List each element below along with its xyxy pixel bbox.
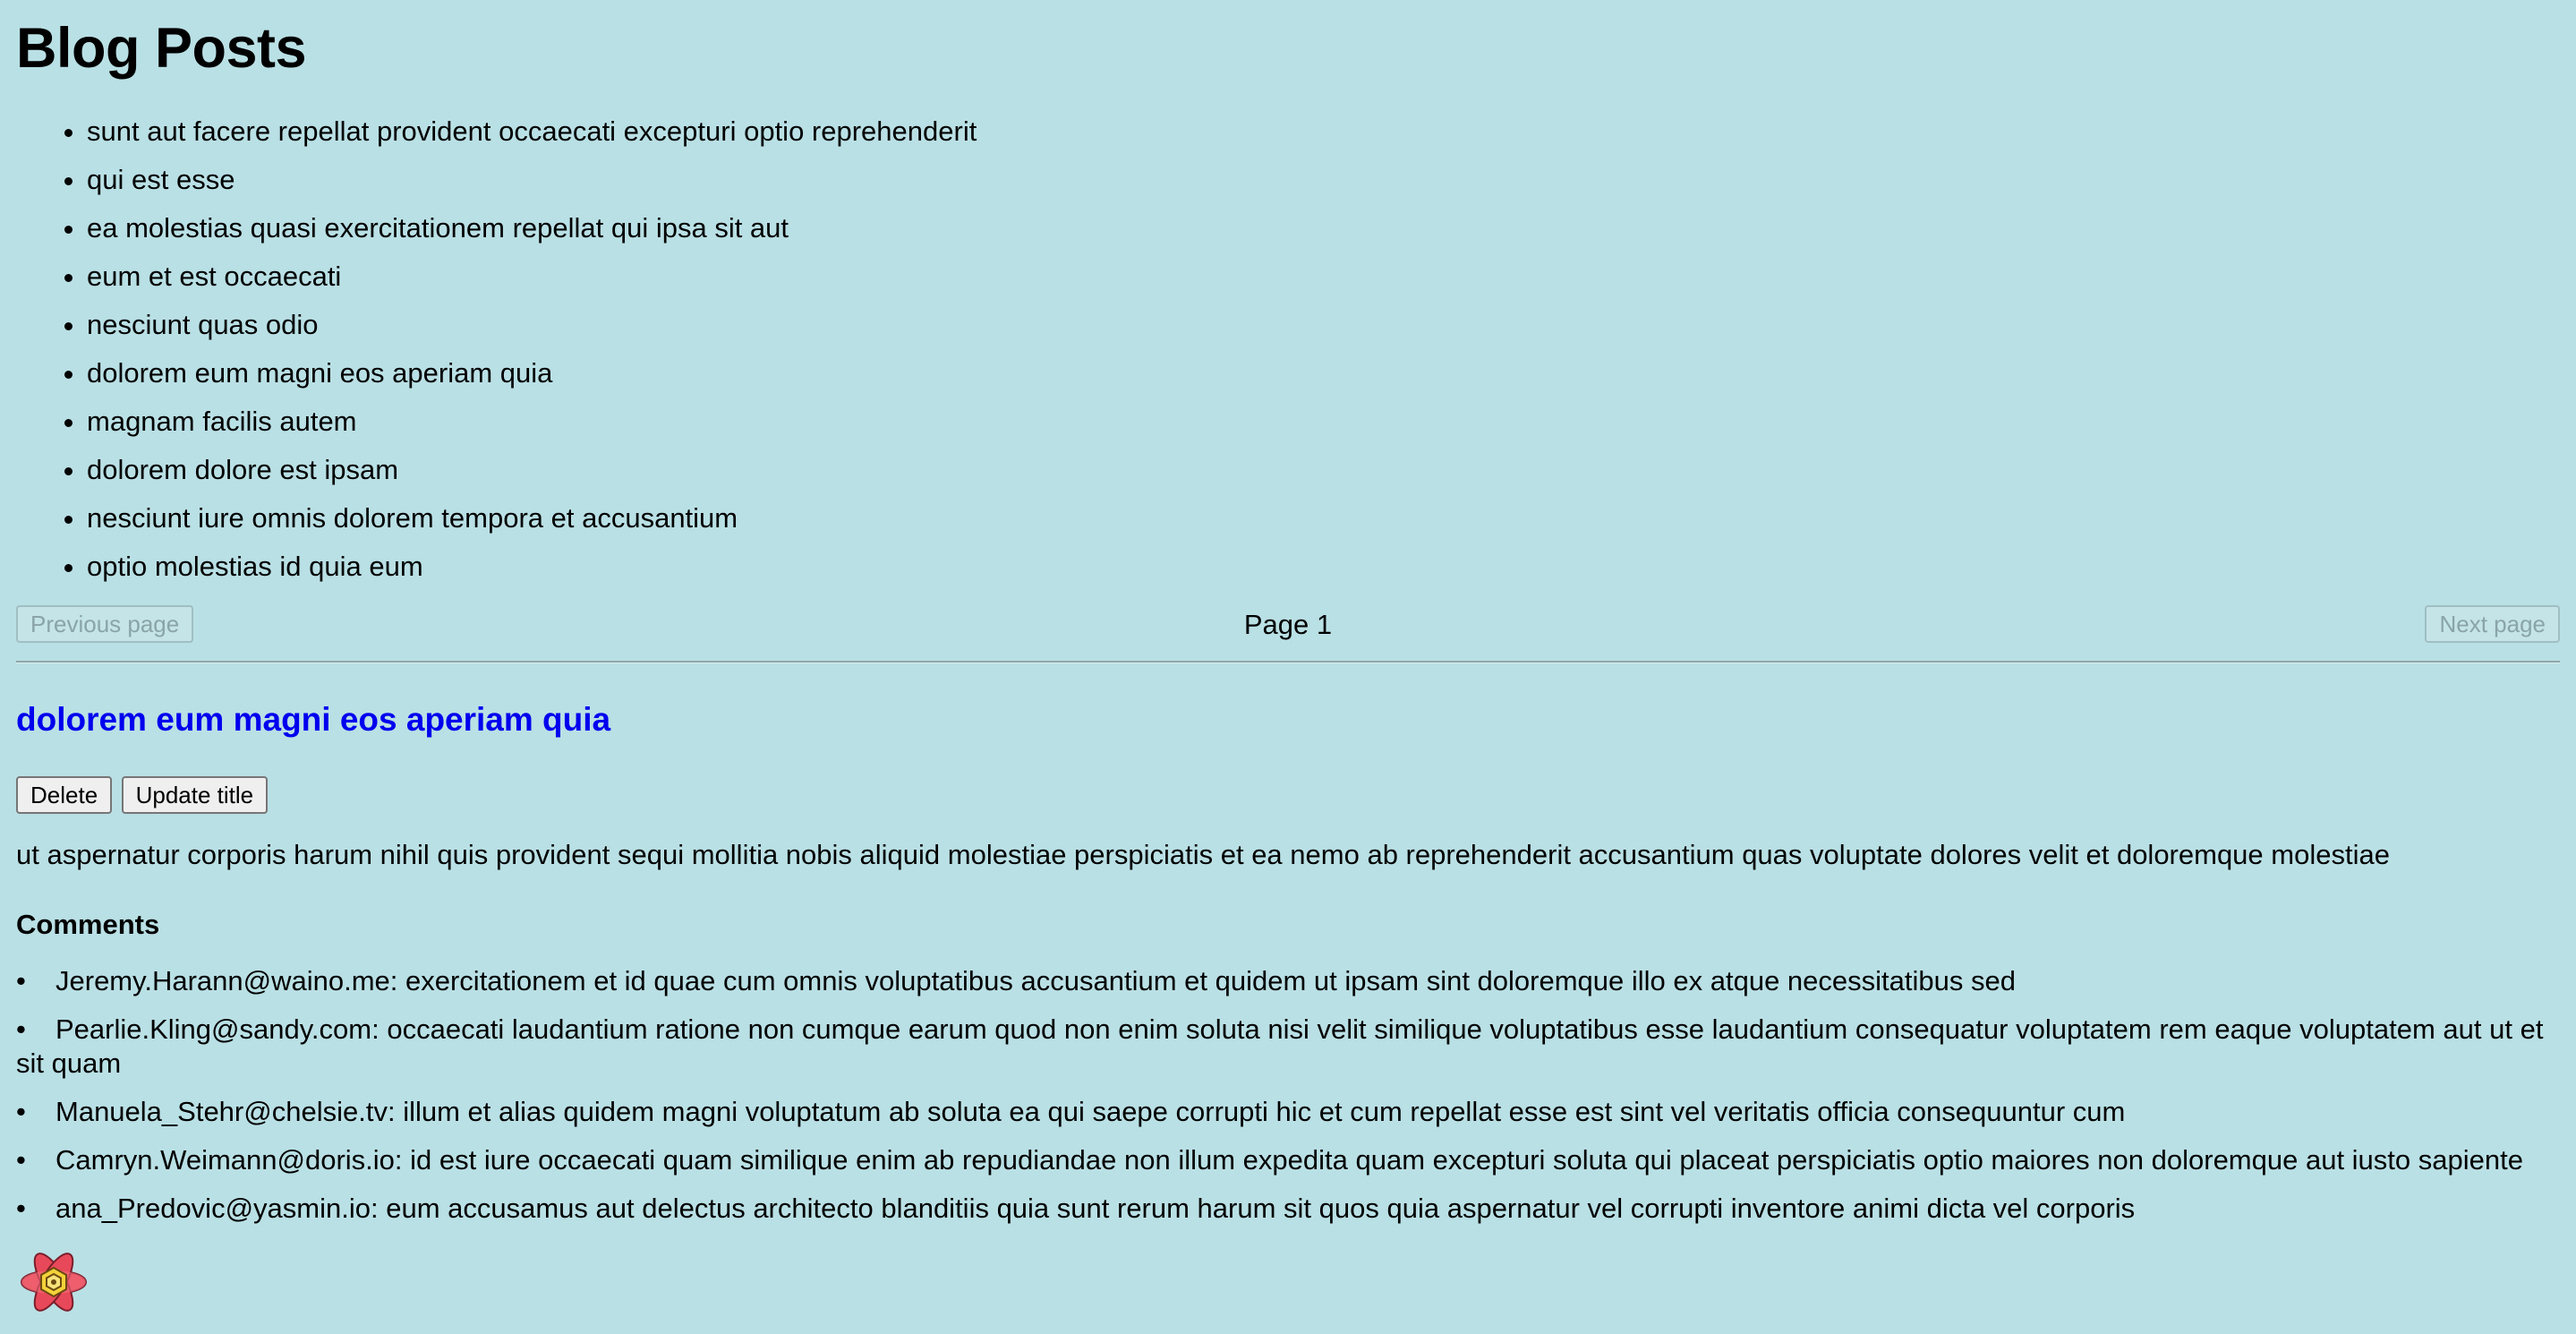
post-detail xyxy=(16,699,2560,1226)
page-title: Blog Posts xyxy=(16,17,307,80)
comment-email: Jeremy.Harann@waino.me xyxy=(55,965,390,996)
comment-body: eum accusamus aut delectus architecto blanditiis quia sunt rerum harum sit quos quia aspernatur vel corrupti inventore animi dicta vel corporis xyxy=(386,1193,2136,1224)
comment-email: Camryn.Weimann@doris.io xyxy=(55,1144,395,1176)
bullet-icon xyxy=(16,964,55,998)
posts-list xyxy=(16,107,2560,591)
post-list-item[interactable]: • dolorem eum magni eos aperiam quia xyxy=(87,349,2560,398)
post-actions xyxy=(16,776,2560,814)
post-list-item[interactable]: • ea molestias quasi exercitationem repellat qui ipsa sit aut xyxy=(87,204,2560,252)
bullet-icon xyxy=(16,1095,55,1129)
comments-list xyxy=(16,964,2560,1226)
comment-body: occaecati laudantium ratione non cumque earum quod non enim soluta nisi velit similique voluptatibus esse laudantium consequatur voluptatem rem eaque voluptatem aut ut et sit quam xyxy=(16,1013,2544,1079)
comment-item: •ana_Predovic@yasmin.io: eum accusamus aut delectus architecto blanditiis quia sunt rerum harum sit quos quia aspernatur vel corrupti inventore animi dicta vel corporis xyxy=(16,1192,2560,1226)
comment-email: ana_Predovic@yasmin.io xyxy=(55,1193,371,1224)
flower-logo-icon xyxy=(18,1246,90,1318)
comments-heading: Comments xyxy=(16,909,160,940)
bullet-icon xyxy=(16,1192,55,1226)
post-list-item[interactable]: • magnam facilis autem xyxy=(87,398,2560,446)
comment-item: •Jeremy.Harann@waino.me: exercitationem et id quae cum omnis voluptatibus accusantium et quidem ut ipsam sint doloremque illo ex atque necessitatibus sed xyxy=(16,964,2560,998)
post-detail-body: ut aspernatur corporis harum nihil quis provident sequi mollitia nobis aliquid molestiae perspiciatis et ea nemo ab reprehenderit accusantium quas voluptate dolores velit et doloremque molestiae xyxy=(16,839,2390,870)
post-list-item[interactable]: • optio molestias id quia eum xyxy=(87,543,2560,591)
post-list-item[interactable]: • dolorem dolore est ipsam xyxy=(87,446,2560,494)
post-detail-title: dolorem eum magni eos aperiam quia xyxy=(16,701,611,738)
post-list-item[interactable]: • qui est esse xyxy=(87,156,2560,204)
post-list-item[interactable]: • sunt aut facere repellat provident occaecati excepturi optio reprehenderit xyxy=(87,107,2560,156)
post-list-item[interactable]: • nesciunt quas odio xyxy=(87,301,2560,349)
next-page-button[interactable]: Next page xyxy=(2425,605,2560,643)
comment-item: •Camryn.Weimann@doris.io: id est iure occaecati quam similique enim ab repudiandae non illum expedita quam excepturi soluta qui placeat perspiciatis optio maiores non doloremque aut iusto sapiente xyxy=(16,1143,2560,1177)
bullet-icon xyxy=(16,1013,55,1047)
comment-item: •Manuela_Stehr@chelsie.tv: illum et alias quidem magni voluptatum ab soluta ea qui saepe corrupti hic et cum repellat esse est sint vel veritatis officia consequuntur cum xyxy=(16,1095,2560,1129)
pagination xyxy=(16,605,2560,645)
previous-page-button[interactable]: Previous page xyxy=(16,605,193,643)
page-number: Page 1 xyxy=(1243,609,1333,640)
post-list-item[interactable]: • eum et est occaecati xyxy=(87,252,2560,301)
comment-email: Manuela_Stehr@chelsie.tv xyxy=(55,1096,388,1127)
update-title-button[interactable]: Update title xyxy=(122,776,269,814)
divider xyxy=(16,661,2560,663)
delete-button[interactable]: Delete xyxy=(16,776,112,814)
post-list-item[interactable]: • nesciunt iure omnis dolorem tempora et accusantium xyxy=(87,494,2560,543)
bullet-icon xyxy=(16,1143,55,1177)
comment-body: exercitationem et id quae cum omnis voluptatibus accusantium et quidem ut ipsam sint doloremque illo ex atque necessitatibus sed xyxy=(405,965,2016,996)
comment-item: •Pearlie.Kling@sandy.com: occaecati laudantium ratione non cumque earum quod non enim soluta nisi velit similique voluptatibus esse laudantium consequatur voluptatem rem eaque voluptatem aut ut et sit quam xyxy=(16,1013,2560,1081)
comment-body: illum et alias quidem magni voluptatum ab soluta ea qui saepe corrupti hic et cum repellat esse est sint vel veritatis officia consequuntur cum xyxy=(403,1096,2126,1127)
react-query-devtools-icon[interactable] xyxy=(18,1246,90,1318)
comment-body: id est iure occaecati quam similique enim ab repudiandae non illum expedita quam excepturi soluta qui placeat perspiciatis optio maiores non doloremque aut iusto sapiente xyxy=(410,1144,2523,1176)
comment-email: Pearlie.Kling@sandy.com xyxy=(55,1013,372,1045)
